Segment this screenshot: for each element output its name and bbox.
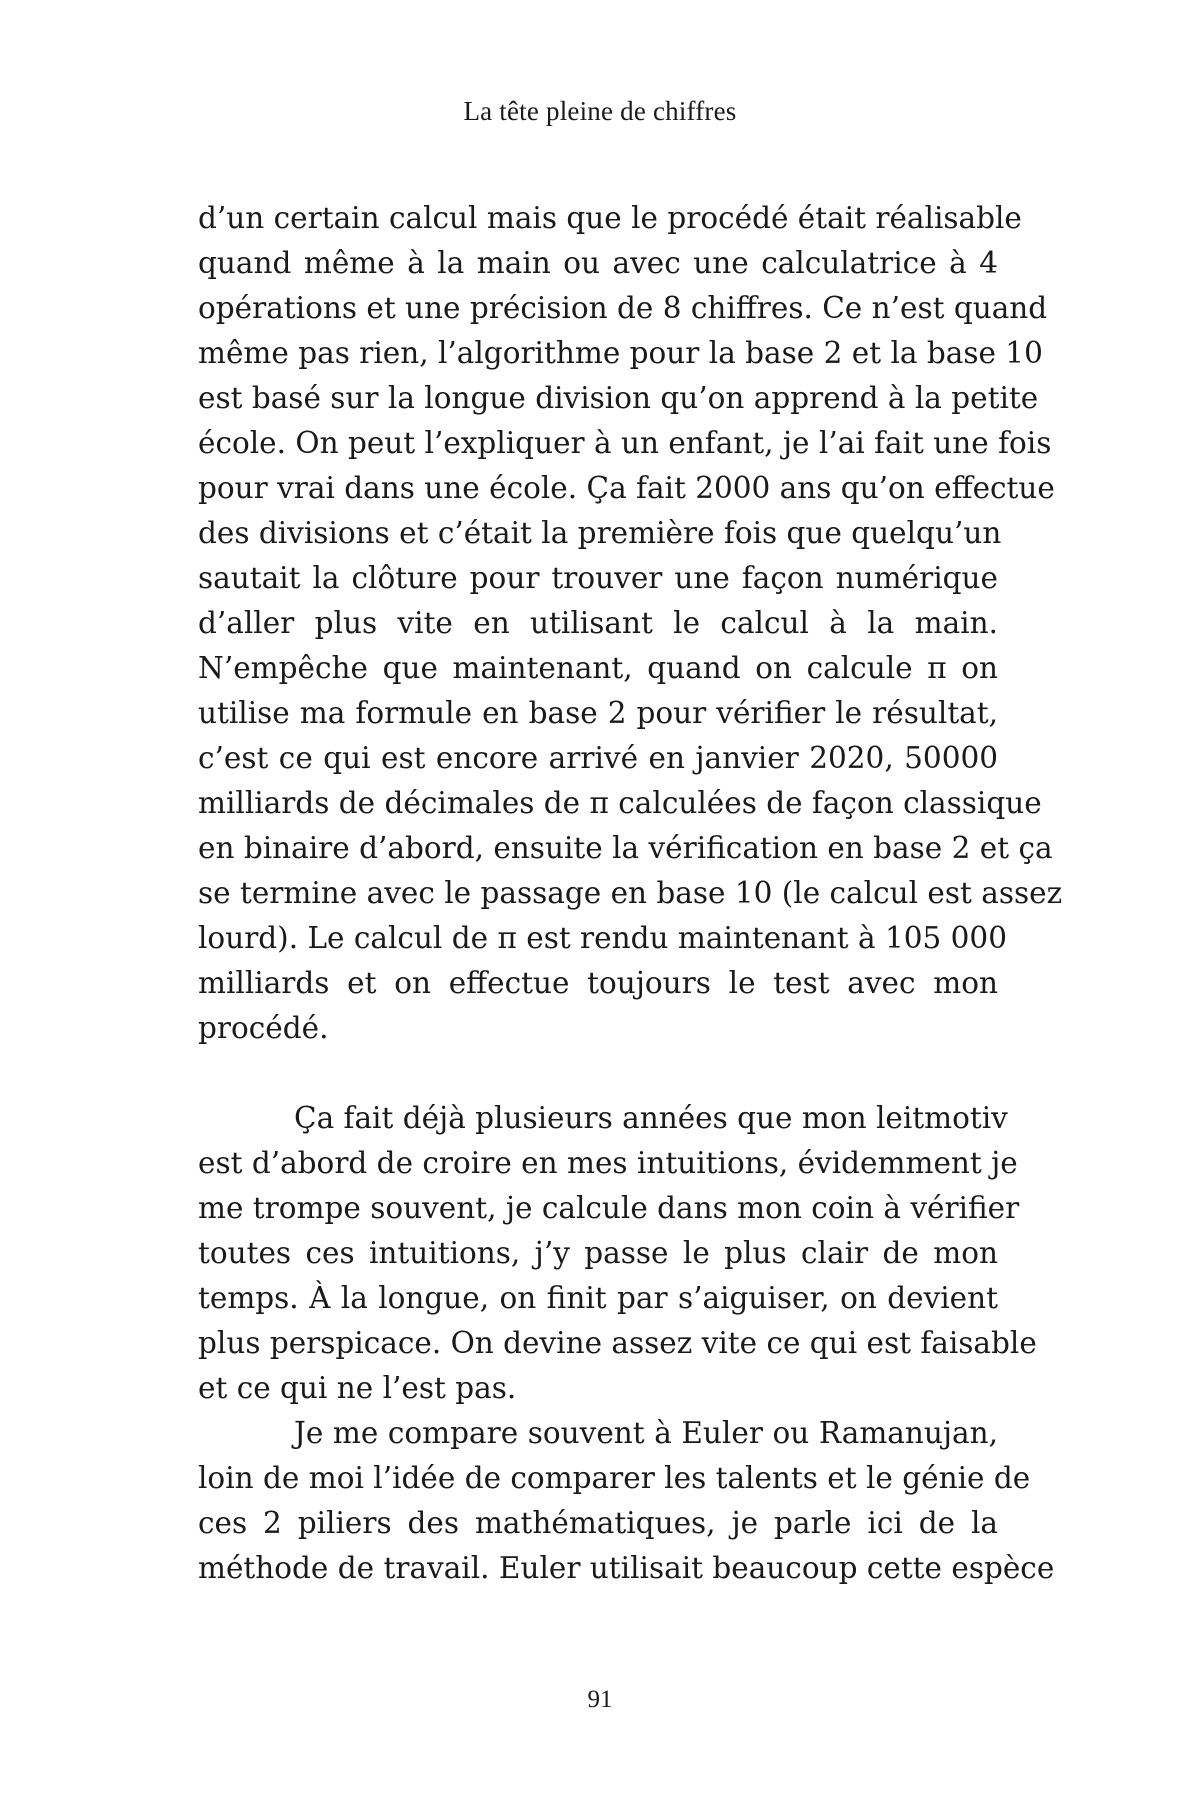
text-line: opérations et une précision de 8 chiffres. Ce n’est quand	[198, 291, 1048, 325]
text-line: se termine avec le passage en base 10 (le calcul est assez	[198, 876, 1063, 910]
text-line: me trompe souvent, je calcule dans mon coin à vérifier	[198, 1191, 1020, 1225]
paragraph	[198, 1096, 1037, 1411]
running-header: La tête pleine de chiffres	[463, 96, 737, 126]
text-line: d’aller plus vite en utilisant le calcul à la main.	[198, 606, 998, 640]
text-line: pour vrai dans une école. Ça fait 2000 ans qu’on effectue	[198, 471, 1055, 505]
text-line: des divisions et c’était la première fois que quelqu’un	[198, 516, 1002, 550]
text-line: quand même à la main ou avec une calculatrice à 4	[198, 246, 998, 280]
text-line: loin de moi l’idée de comparer les talents et le génie de	[198, 1461, 1031, 1495]
text-line: utilise ma formule en base 2 pour vérifier le résultat,	[198, 696, 998, 730]
text-line: Je me compare souvent à Euler ou Ramanujan,	[294, 1416, 998, 1450]
text-line: en binaire d’abord, ensuite la vérification en base 2 et ça	[198, 831, 1053, 865]
text-line: même pas rien, l’algorithme pour la base 2 et la base 10	[198, 336, 1043, 370]
paragraph	[198, 196, 1063, 1051]
text-line: est d’abord de croire en mes intuitions, évidemment je	[198, 1146, 1018, 1180]
text-line: d’un certain calcul mais que le procédé était réalisable	[198, 201, 1022, 235]
text-line: plus perspicace. On devine assez vite ce qui est faisable	[198, 1326, 1037, 1360]
text-line: méthode de travail. Euler utilisait beaucoup cette espèce	[198, 1551, 1055, 1585]
text-line: N’empêche que maintenant, quand on calcule π on	[198, 651, 998, 685]
page-number: 91	[587, 1686, 613, 1713]
text-line: école. On peut l’expliquer à un enfant, je l’ai fait une fois	[198, 426, 1052, 460]
text-line: sautait la clôture pour trouver une façon numérique	[198, 561, 998, 595]
paragraph	[198, 1411, 1055, 1591]
text-line: est basé sur la longue division qu’on apprend à la petite	[198, 381, 1039, 415]
text-line: Ça fait déjà plusieurs années que mon leitmotiv	[294, 1101, 1008, 1135]
text-line: milliards de décimales de π calculées de façon classique	[198, 786, 1042, 820]
text-line: c’est ce qui est encore arrivé en janvier 2020, 50000	[198, 741, 998, 775]
text-line: temps. À la longue, on finit par s’aiguiser, on devient	[198, 1281, 998, 1315]
text-line: milliards et on effectue toujours le test avec mon	[198, 966, 998, 1000]
text-line: procédé.	[198, 1011, 329, 1045]
text-line: ces 2 piliers des mathématiques, je parle ici de la	[198, 1506, 998, 1540]
text-line: et ce qui ne l’est pas.	[198, 1371, 517, 1405]
body-text	[198, 196, 1063, 1591]
text-line: lourd). Le calcul de π est rendu maintenant à 105 000	[198, 921, 1007, 955]
text-line: toutes ces intuitions, j’y passe le plus clair de mon	[198, 1236, 998, 1270]
